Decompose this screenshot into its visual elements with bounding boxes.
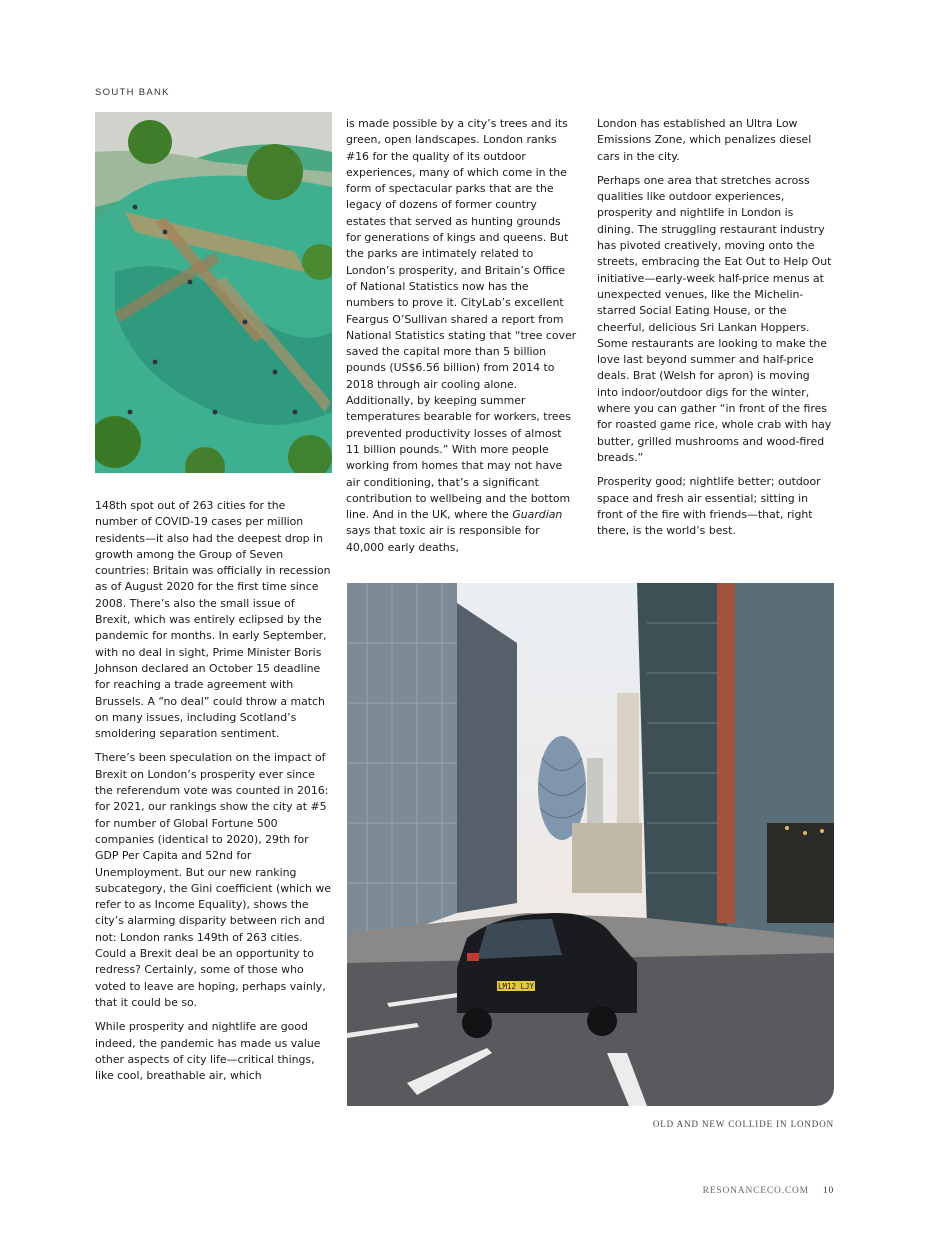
article-column-3	[597, 116, 833, 547]
photo-caption: OLD AND NEW COLLIDE IN LONDON	[652, 1119, 834, 1129]
section-header: SOUTH BANK	[95, 87, 170, 98]
page-footer	[703, 1186, 834, 1196]
article-column-2	[346, 116, 578, 564]
paragraph: Perhaps one area that stretches across qualities like outdoor experiences, prosperity and nightlife in London is dining. The struggling restaurant industry has pivoted creatively, moving onto the streets, embracing the Eat Out to Help Out initiative—early-week half-price menus at unexpected venues, like the Michelin-starred Social Eating House, or the cheerful, delicious Sri Lankan Hoppers. Some restaurants are looking to make the love last beyond summer and half-price deals. Brat (Welsh for apron) is moving into indoor/outdoor digs for the winter, where you can gather “in front of the fires for roasted game rice, whole crab with hay butter, grilled mushrooms and wood-fired breads.”	[597, 173, 832, 464]
text-run: says that toxic air is responsible for 40,000 early deaths,	[346, 524, 540, 554]
london-street-photo	[347, 583, 834, 1106]
publication-name: Guardian	[512, 508, 563, 522]
paragraph: While prosperity and nightlife are good indeed, the pandemic has made us value other aspects of city life—critical things, like cool, breathable air, which	[95, 1020, 321, 1083]
paragraph: Prosperity good; nightlife better; outdoor space and fresh air essential; sitting in front of the fire with friends—that, right there, is the world’s best.	[597, 475, 821, 538]
paragraph: There’s been speculation on the impact of Brexit on London’s prosperity ever since the referendum vote was counted in 2016: for 2021, our rankings show the city at #5 for number of Global Fortune 500 companies (identical to 2020), 29th for GDP Per Capita and 52nd for Unemployment. But our new ranking subcategory, the Gini coefficient (which we refer to as Income Equality), shows the city’s alarming disparity between rich and not: London ranks 149th of 263 cities. Could a Brexit deal be an opportunity to redress? Certainly, some of those who voted to leave are hoping, perhaps vainly, that it could be so.	[95, 751, 332, 1009]
text-run: is made possible by a city’s trees and its green, open landscapes. London ranks #16 for the quality of its outdoor experiences, many of which come in the form of spectacular parks that are the legacy of dozens of former country estates that served as hunting grounds for generations of kings and queens. But the parks are intimately related to London’s prosperity, and Britain’s Office of National Statistics now has the numbers to prove it. CityLab’s excellent Feargus O’Sullivan shared a report from National Statistics stating that “tree cover saved the capital more than 5 billion pounds (US$6.56 billion) from 2014 to 2018 through air cooling alone. Additionally, by keeping summer temperatures bearable for workers, trees prevented productivity losses of almost 11 billion pounds.” With more people working from homes that may not have air conditioning, that’s a significant contribution to wellbeing and the bottom line. And in the UK, where the	[346, 117, 577, 522]
site-url: RESONANCECO.COM	[702, 1186, 809, 1196]
number-plate: LM12 LJY	[497, 982, 535, 991]
paragraph	[346, 116, 578, 556]
paragraph: 148th spot out of 263 cities for the number of COVID-19 cases per million residents—it also had the deepest drop in growth among the Group of Seven countries: Britain was officially in recession as of August 2020 for the first time since 2008. There’s also the small issue of Brexit, which was entirely eclipsed by the pandemic for months. In early September, with no deal in sight, Prime Minister Boris Johnson declared an October 15 deadline for reaching a trade agreement with Brussels. A “no deal” could throw a match on many issues, including Scotland’s smoldering separation sentiment.	[95, 499, 331, 741]
park-aerial-photo	[95, 112, 332, 473]
paragraph: London has established an Ultra Low Emissions Zone, which penalizes diesel cars in the city.	[597, 117, 812, 163]
article-column-1	[95, 498, 331, 1092]
page-number: 10	[822, 1186, 834, 1196]
